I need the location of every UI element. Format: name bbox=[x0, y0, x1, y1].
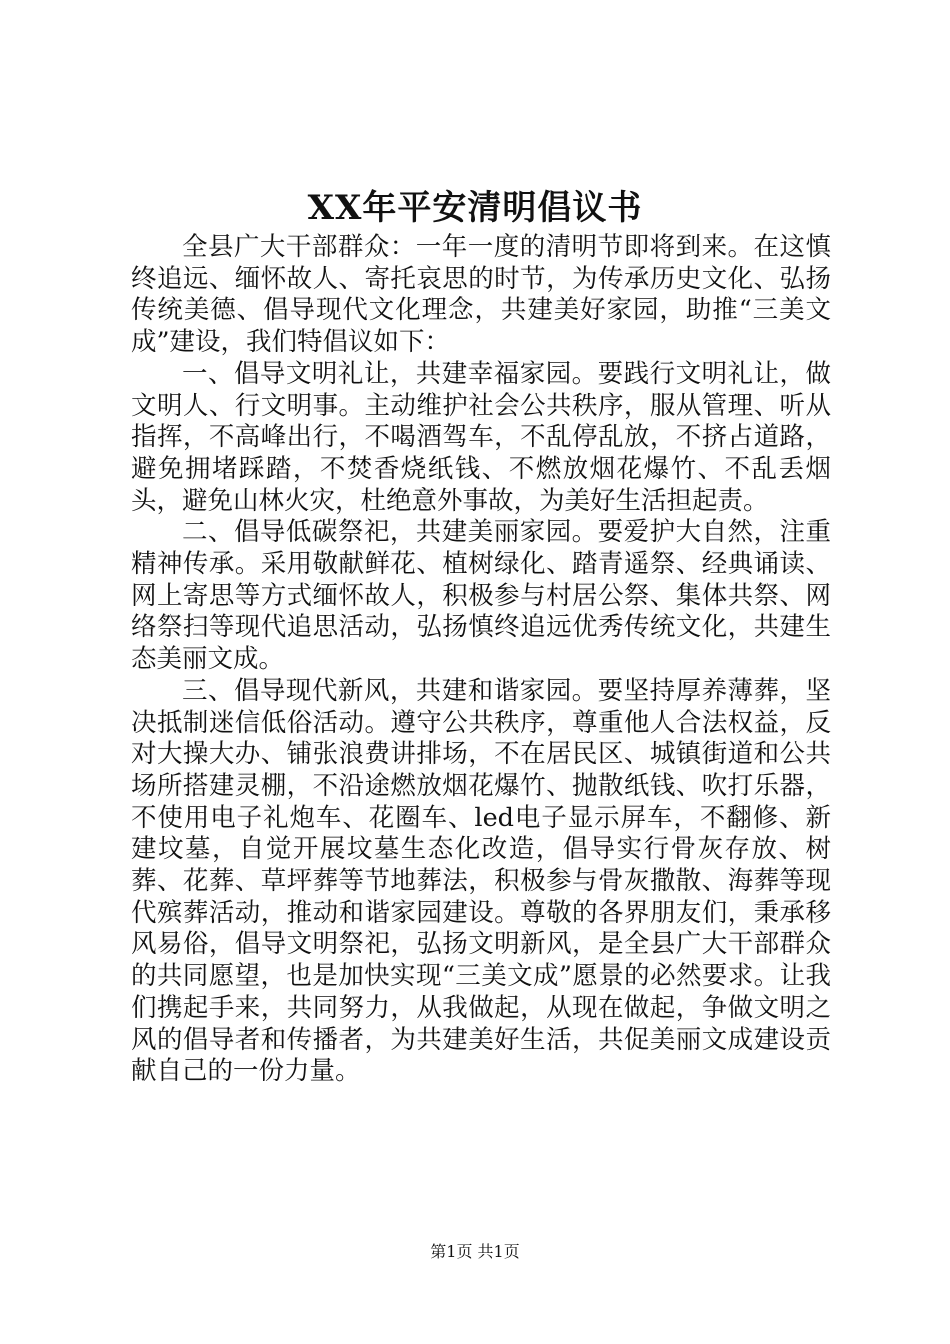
document-body bbox=[131, 232, 831, 1088]
paragraph-one: 一、倡导文明礼让，共建幸福家园。要践行文明礼让，做文明人、行文明事。主动维护社会公共秩序，服从管理、听从指挥，不高峰出行，不喝酒驾车，不乱停乱放，不挤占道路，避免拥堵踩踏，不焚香烧纸钱、不燃放烟花爆竹、不乱丢烟头，避免山林火灾，杜绝意外事故，为美好生活担起责。 bbox=[131, 358, 831, 516]
document-title: XX年平安清明倡议书 bbox=[307, 188, 643, 228]
paragraph-two: 二、倡导低碳祭祀，共建美丽家园。要爱护大自然，注重精神传承。采用敬献鲜花、植树绿化、踏青遥祭、经典诵读、网上寄思等方式缅怀故人，积极参与村居公祭、集体共祭、网络祭扫等现代追思活动，弘扬慎终追远优秀传统文化，共建生态美丽文成。 bbox=[131, 517, 831, 675]
paragraph-three: 三、倡导现代新风，共建和谐家园。要坚持厚养薄葬，坚决抵制迷信低俗活动。遵守公共秩序，尊重他人合法权益，反对大操大办、铺张浪费讲排场，不在居民区、城镇街道和公共场所搭建灵棚，不沿途燃放烟花爆竹、抛散纸钱、吹打乐器，不使用电子礼炮车、花圈车、led电子显示屏车，不翻修、新建坟墓，自觉开展坟墓生态化改造，倡导实行骨灰存放、树葬、花葬、草坪葬等节地葬法，积极参与骨灰撒散、海葬等现代殡葬活动，推动和谐家园建设。尊敬的各界朋友们，秉承移风易俗，倡导文明祭祀，弘扬文明新风，是全县广大干部群众的共同愿望，也是加快实现“三美文成”愿景的必然要求。让我们携起手来，共同努力，从我做起，从现在做起，争做文明之风的倡导者和传播者，为共建美好生活，共促美丽文成建设贡献自己的一份力量。 bbox=[131, 675, 831, 1087]
page-number-footer: 第1页 共1页 bbox=[430, 1242, 520, 1261]
paragraph-intro: 全县广大干部群众：一年一度的清明节即将到来。在这慎终追远、缅怀故人、寄托哀思的时节，为传承历史文化、弘扬传统美德、倡导现代文化理念，共建美好家园，助推“三美文成”建设，我们特倡议如下： bbox=[131, 232, 831, 358]
